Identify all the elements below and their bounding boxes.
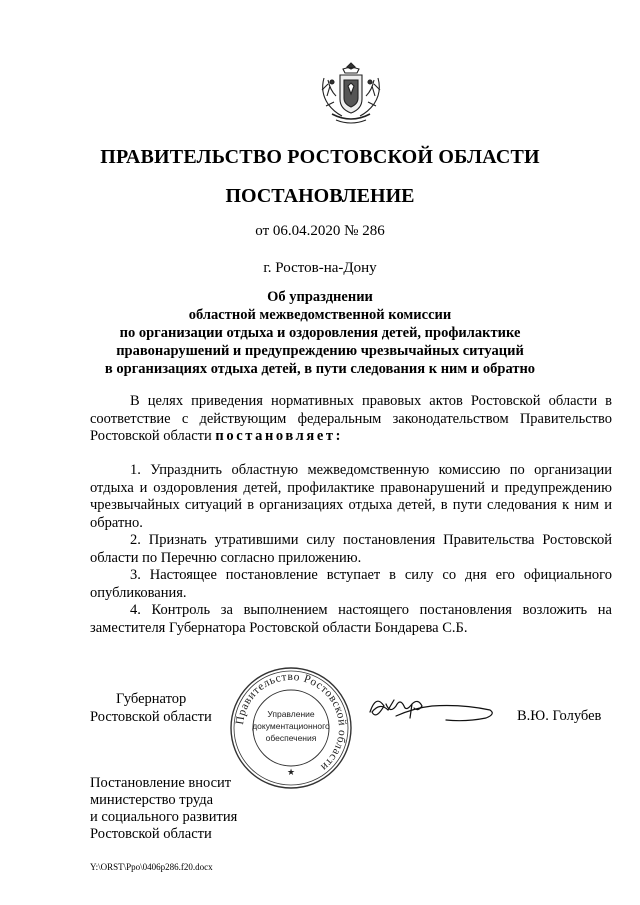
svg-text:★: ★ (286, 767, 296, 777)
subject-line: в организациях отдыха детей, в пути следования к ним и обратно (104, 361, 536, 377)
signer-position-line: Ростовской области (90, 709, 212, 725)
preamble-decree-word: постановляет: (215, 428, 344, 444)
introducer-line: Ростовской области (90, 826, 212, 842)
file-path: Y:\ORST\Ppo\0406p286.f20.docx (90, 862, 213, 872)
decree-item: 2. Признать утратившими силу постановления Правительства Ростовской области по Перечню согласно приложению. (90, 532, 612, 566)
subject-line: по организации отдыха и оздоровления детей, профилактике (119, 325, 521, 341)
stamp-ring-text: Правительство Ростовской области (233, 670, 349, 774)
signer-position (90, 690, 212, 726)
decree-items (90, 462, 612, 637)
stamp-inner-line: документационного (252, 721, 330, 731)
document-city: г. Ростов-на-Дону (263, 260, 377, 276)
introducer-block (90, 775, 237, 843)
subject-line: Об упразднении (267, 289, 373, 305)
document-type: ПОСТАНОВЛЕНИЕ (225, 185, 415, 207)
introducer-line: Постановление вносит (90, 775, 232, 791)
handwritten-signature (366, 690, 496, 728)
official-stamp (228, 665, 354, 791)
signer-name: В.Ю. Голубев (517, 708, 602, 724)
decree-item: 4. Контроль за выполнением настоящего постановления возложить на заместителя Губернатора Ростовской области Бондарева С.Б. (90, 602, 612, 636)
coat-of-arms-emblem (318, 60, 384, 130)
subject-line: областной межведомственной комиссии (188, 307, 452, 323)
decree-item: 3. Настоящее постановление вступает в силу со дня его официального опубликования. (90, 567, 612, 601)
introducer-line: министерство труда (90, 792, 214, 808)
stamp-inner-line: обеспечения (265, 733, 317, 743)
preamble-text: В целях приведения нормативных правовых актов Ростовской области в соответствие с действующим федеральным законодательством Правительство Ростовской области (90, 393, 612, 444)
preamble-paragraph (90, 393, 612, 446)
signer-position-line: Губернатор (116, 691, 187, 707)
government-title: ПРАВИТЕЛЬСТВО РОСТОВСКОЙ ОБЛАСТИ (100, 146, 540, 168)
document-subject (0, 288, 640, 378)
subject-line: правонарушений и предупреждению чрезвычайных ситуаций (116, 343, 524, 359)
introducer-line: и социального развития (90, 809, 238, 825)
decree-item: 1. Упразднить областную межведомственную комиссию по организации отдыха и оздоровления детей, профилактике правонарушений и предупреждению чрезвычайных ситуаций в организациях отдыха детей, в пути следования к ним и обратно. (90, 462, 612, 531)
stamp-inner-line: Управление (267, 709, 315, 719)
document-date-number: от 06.04.2020 № 286 (255, 223, 385, 239)
